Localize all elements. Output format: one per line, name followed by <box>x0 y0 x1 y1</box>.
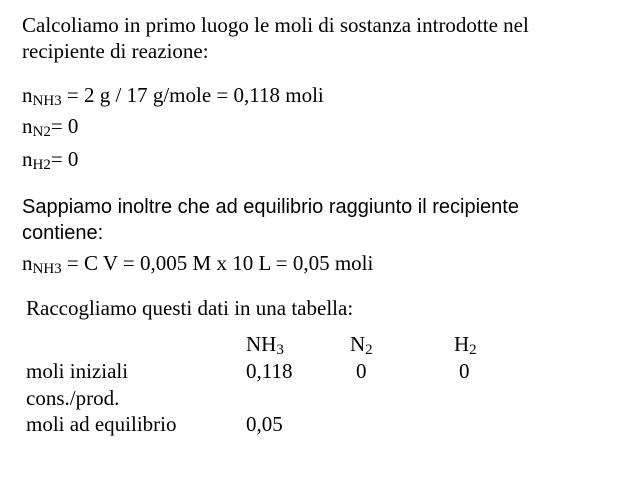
n-subscript: N2 <box>32 124 51 140</box>
n-symbol: n <box>22 147 33 171</box>
cell-h2-iniziali: 0 <box>459 359 470 383</box>
n-symbol: n <box>22 251 33 275</box>
n-nh3-initial-value: = 2 g / 17 g/mole = 0,118 moli <box>61 83 324 107</box>
n-nh3-equilibrium <box>22 251 373 275</box>
header-sub: 3 <box>276 342 284 358</box>
table-intro: Raccogliamo questi dati in una tabella: <box>26 296 354 320</box>
header-nh3 <box>246 332 284 356</box>
header-base: NH <box>246 332 277 356</box>
n-n2-initial <box>22 114 78 138</box>
n-h2-initial-value: = 0 <box>50 147 79 171</box>
n-symbol: n <box>22 114 33 138</box>
equilibrium-line-2: contiene: <box>22 222 104 244</box>
header-h2 <box>454 332 477 356</box>
header-base: N <box>350 332 366 356</box>
equilibrium-line-1: Sappiamo inoltre che ad equilibrio raggiunto il recipiente <box>22 196 519 218</box>
row-label-moli-iniziali: moli iniziali <box>26 359 129 383</box>
n-symbol: n <box>22 83 33 107</box>
n-n2-initial-value: = 0 <box>50 114 79 138</box>
cell-nh3-iniziali: 0,118 <box>246 359 293 383</box>
intro-line-2: recipiente di reazione: <box>22 39 209 63</box>
cell-n2-iniziali: 0 <box>356 359 367 383</box>
cell-nh3-equilibrio: 0,05 <box>246 412 283 436</box>
n-subscript: NH3 <box>32 261 62 277</box>
n-h2-initial <box>22 147 78 171</box>
header-base: H <box>454 332 470 356</box>
n-subscript: NH3 <box>32 93 62 109</box>
header-n2 <box>350 332 373 356</box>
n-nh3-initial <box>22 83 324 107</box>
header-sub: 2 <box>469 342 477 358</box>
n-subscript: H2 <box>32 157 51 173</box>
row-label-cons-prod: cons./prod. <box>26 386 120 410</box>
row-label-moli-equilibrio: moli ad equilibrio <box>26 412 177 436</box>
intro-line-1: Calcoliamo in primo luogo le moli di sostanza introdotte nel <box>22 13 529 37</box>
header-sub: 2 <box>365 342 373 358</box>
n-nh3-equilibrium-value: = C V = 0,005 M x 10 L = 0,05 moli <box>61 251 374 275</box>
